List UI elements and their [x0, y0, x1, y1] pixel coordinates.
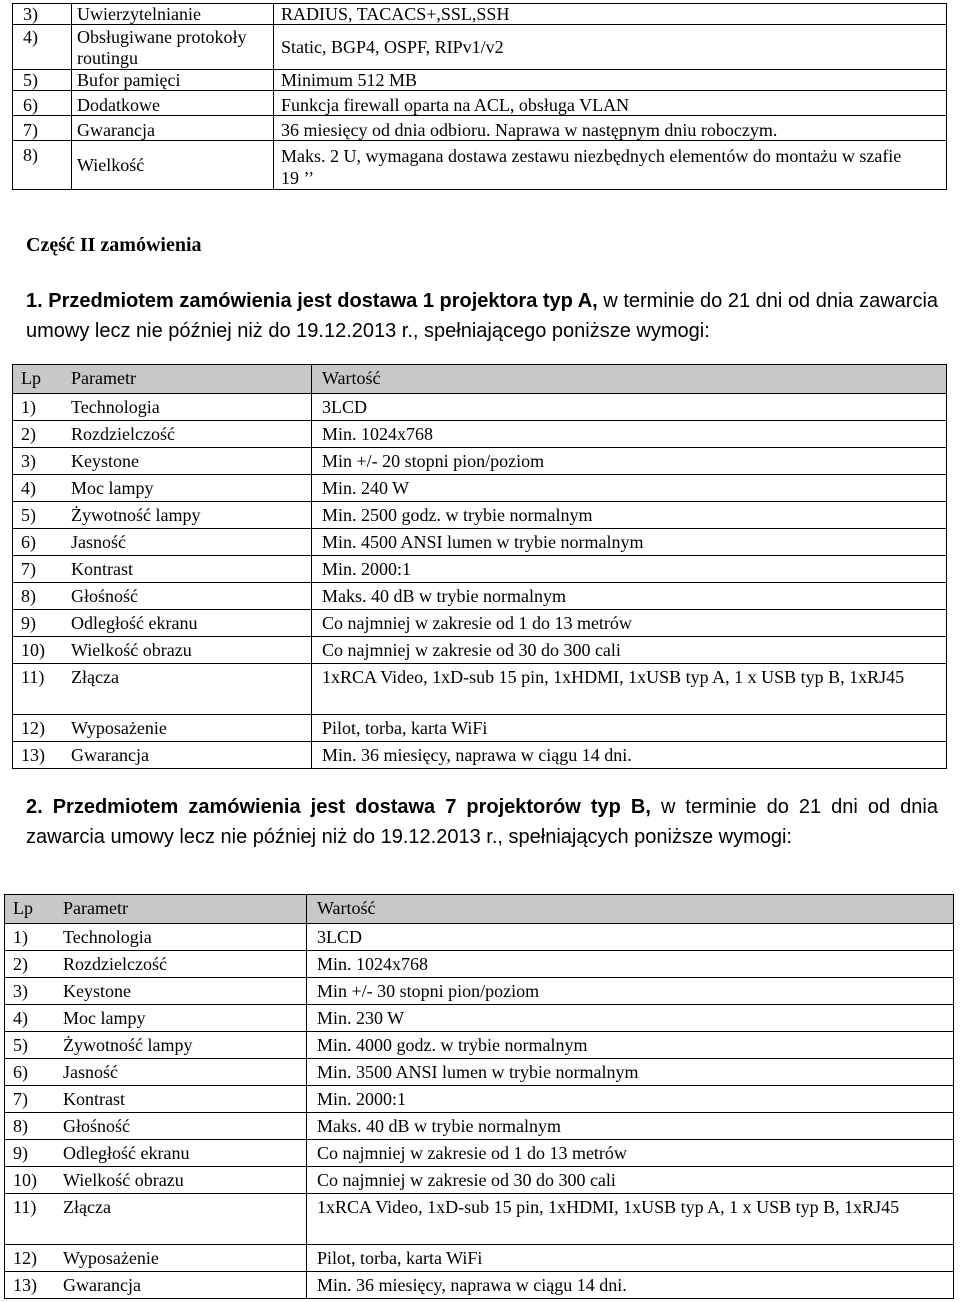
row-number: 7)	[13, 556, 72, 583]
header-parametr: Parametr	[63, 895, 307, 924]
intro-tail: , spełniającego poniższe wymogi:	[412, 320, 710, 342]
row-number: 6)	[13, 91, 72, 116]
row-parameter: Kontrast	[63, 1086, 307, 1113]
row-number: 1)	[13, 394, 72, 421]
row-value: Min. 4000 godz. w trybie normalnym	[307, 1032, 954, 1059]
table-row	[5, 1194, 954, 1245]
table-row	[13, 502, 947, 529]
row-parameter: Rozdzielczość	[63, 951, 307, 978]
row-value: Co najmniej w zakresie od 1 do 13 metrów	[307, 1140, 954, 1167]
row-parameter: Keystone	[63, 978, 307, 1005]
row-value: Pilot, torba, karta WiFi	[312, 715, 947, 742]
row-parameter: Odległość ekranu	[71, 610, 312, 637]
row-parameter: Gwarancja	[72, 116, 274, 141]
table-row	[13, 637, 947, 664]
row-number: 9)	[5, 1140, 64, 1167]
table-row	[13, 421, 947, 448]
row-value: Maks. 2 U, wymagana dostawa zestawu niezbędnych elementów do montażu w szafie 19 ’’	[274, 141, 947, 190]
intro-lead: 1. Przedmiotem zamówienia jest dostawa 1 projektora typ A,	[26, 290, 598, 312]
table-row	[13, 70, 947, 91]
row-number: 13)	[13, 742, 72, 769]
row-value: 1xRCA Video, 1xD-sub 15 pin, 1xHDMI, 1xUSB typ A, 1 x USB typ B, 1xRJ45	[307, 1194, 954, 1245]
table-row	[13, 742, 947, 769]
row-number: 4)	[5, 1005, 64, 1032]
row-number: 5)	[13, 502, 72, 529]
row-value: 3LCD	[312, 394, 947, 421]
row-value: Min. 2500 godz. w trybie normalnym	[312, 502, 947, 529]
row-number: 8)	[13, 583, 72, 610]
table-row	[5, 924, 954, 951]
table-row	[5, 1167, 954, 1194]
table-row	[5, 1113, 954, 1140]
table-row	[5, 1245, 954, 1272]
table-row	[13, 25, 947, 70]
row-value: Min. 2000:1	[307, 1086, 954, 1113]
row-value: Co najmniej w zakresie od 30 do 300 cali	[307, 1167, 954, 1194]
row-parameter: Kontrast	[71, 556, 312, 583]
header-lp: Lp	[5, 895, 64, 924]
row-parameter: Rozdzielczość	[71, 421, 312, 448]
row-value: Maks. 40 dB w trybie normalnym	[307, 1113, 954, 1140]
row-parameter: Dodatkowe	[72, 91, 274, 116]
row-value: Funkcja firewall oparta na ACL, obsługa VLAN	[274, 91, 947, 116]
table-row	[5, 1086, 954, 1113]
row-parameter: Wielkość	[72, 141, 274, 190]
row-value: Min. 2000:1	[312, 556, 947, 583]
row-parameter: Gwarancja	[71, 742, 312, 769]
row-parameter: Żywotność lampy	[63, 1032, 307, 1059]
row-parameter: Moc lampy	[71, 475, 312, 502]
row-value: Min. 230 W	[307, 1005, 954, 1032]
table-header-row	[5, 895, 954, 924]
table-row	[5, 1272, 954, 1299]
row-number: 9)	[13, 610, 72, 637]
row-parameter: Wyposażenie	[71, 715, 312, 742]
row-number: 7)	[13, 116, 72, 141]
row-parameter: Keystone	[71, 448, 312, 475]
table-row	[5, 978, 954, 1005]
table-row	[5, 1140, 954, 1167]
row-value: Min. 1024x768	[307, 951, 954, 978]
row-number: 2)	[13, 421, 72, 448]
row-number: 3)	[13, 4, 72, 25]
header-lp: Lp	[13, 365, 72, 394]
row-value: Maks. 40 dB w trybie normalnym	[312, 583, 947, 610]
intro-paragraph-b	[26, 792, 938, 852]
row-value: Min. 1024x768	[312, 421, 947, 448]
row-number: 7)	[5, 1086, 64, 1113]
table-row	[5, 1059, 954, 1086]
row-number: 13)	[5, 1272, 64, 1299]
table-row	[13, 610, 947, 637]
row-number: 8)	[13, 141, 72, 190]
row-parameter: Wyposażenie	[63, 1245, 307, 1272]
row-value: Min. 4500 ANSI lumen w trybie normalnym	[312, 529, 947, 556]
table-row	[5, 951, 954, 978]
table-row	[13, 448, 947, 475]
row-number: 8)	[5, 1113, 64, 1140]
row-value: Min +/- 30 stopni pion/poziom	[307, 978, 954, 1005]
row-parameter: Głośność	[63, 1113, 307, 1140]
table-row	[13, 715, 947, 742]
row-value: Static, BGP4, OSPF, RIPv1/v2	[274, 25, 947, 70]
row-value: Min. 36 miesięcy, naprawa w ciągu 14 dni.	[307, 1272, 954, 1299]
intro-text: w terminie do 21 dni od dnia zawarcia umowy lecz nie później niż do	[26, 290, 939, 342]
row-number: 10)	[13, 637, 72, 664]
row-number: 11)	[5, 1194, 64, 1245]
table-row	[13, 394, 947, 421]
row-number: 11)	[13, 664, 72, 715]
row-number: 3)	[13, 448, 72, 475]
section-heading: Część II zamówienia	[26, 234, 202, 256]
header-wartosc: Wartość	[307, 895, 954, 924]
intro-date: 19.12.2013 r.	[296, 320, 413, 342]
table-row	[5, 1005, 954, 1032]
row-number: 4)	[13, 475, 72, 502]
row-number: 6)	[13, 529, 72, 556]
row-parameter: Odległość ekranu	[63, 1140, 307, 1167]
row-number: 6)	[5, 1059, 64, 1086]
intro-text: w terminie do 21 dni od dnia zawarcia umowy lecz nie później niż do	[26, 796, 938, 848]
row-number: 4)	[13, 25, 72, 70]
row-parameter: Moc lampy	[63, 1005, 307, 1032]
row-number: 5)	[13, 70, 72, 91]
table-row	[13, 91, 947, 116]
row-parameter: Jasność	[63, 1059, 307, 1086]
row-parameter: Złącza	[71, 664, 312, 715]
table-row	[13, 529, 947, 556]
row-number: 3)	[5, 978, 64, 1005]
row-value: Pilot, torba, karta WiFi	[307, 1245, 954, 1272]
table-row	[13, 4, 947, 25]
projector-b-spec-body	[5, 895, 954, 1299]
router-spec-body	[13, 4, 947, 190]
intro-date: 19.12.2013 r.	[380, 826, 498, 848]
row-parameter: Jasność	[71, 529, 312, 556]
row-parameter: Uwierzytelnianie	[72, 4, 274, 25]
row-parameter: Złącza	[63, 1194, 307, 1245]
intro-lead: 2. Przedmiotem zamówienia jest dostawa 7 projektorów typ B,	[26, 796, 651, 818]
row-parameter: Technologia	[63, 924, 307, 951]
row-parameter: Żywotność lampy	[71, 502, 312, 529]
header-parametr: Parametr	[71, 365, 312, 394]
row-value: 1xRCA Video, 1xD-sub 15 pin, 1xHDMI, 1xUSB typ A, 1 x USB typ B, 1xRJ45	[312, 664, 947, 715]
row-number: 12)	[13, 715, 72, 742]
row-value: Min +/- 20 stopni pion/poziom	[312, 448, 947, 475]
projector-a-spec-table	[12, 364, 947, 769]
row-value: Min. 240 W	[312, 475, 947, 502]
row-value: 3LCD	[307, 924, 954, 951]
projector-b-spec-table	[4, 894, 954, 1299]
row-number: 2)	[5, 951, 64, 978]
row-parameter: Obsługiwane protokoły routingu	[72, 25, 274, 70]
header-wartosc: Wartość	[312, 365, 947, 394]
row-number: 1)	[5, 924, 64, 951]
row-value: Minimum 512 MB	[274, 70, 947, 91]
router-spec-table	[12, 3, 947, 190]
row-parameter: Wielkość obrazu	[63, 1167, 307, 1194]
row-value: 36 miesięcy od dnia odbioru. Naprawa w następnym dniu roboczym.	[274, 116, 947, 141]
intro-tail: , spełniających poniższe wymogi:	[497, 826, 792, 848]
table-header-row	[13, 365, 947, 394]
projector-a-spec-body	[13, 365, 947, 769]
row-parameter: Wielkość obrazu	[71, 637, 312, 664]
row-number: 12)	[5, 1245, 64, 1272]
row-value: RADIUS, TACACS+,SSL,SSH	[274, 4, 947, 25]
row-value: Min. 36 miesięcy, naprawa w ciągu 14 dni.	[312, 742, 947, 769]
row-value: Min. 3500 ANSI lumen w trybie normalnym	[307, 1059, 954, 1086]
row-value: Co najmniej w zakresie od 1 do 13 metrów	[312, 610, 947, 637]
row-parameter: Bufor pamięci	[72, 70, 274, 91]
table-row	[5, 1032, 954, 1059]
row-parameter: Technologia	[71, 394, 312, 421]
table-row	[13, 583, 947, 610]
intro-paragraph-a	[26, 286, 938, 346]
table-row	[13, 475, 947, 502]
table-row	[13, 664, 947, 715]
row-parameter: Gwarancja	[63, 1272, 307, 1299]
row-number: 10)	[5, 1167, 64, 1194]
table-row	[13, 141, 947, 190]
row-value: Co najmniej w zakresie od 30 do 300 cali	[312, 637, 947, 664]
table-row	[13, 556, 947, 583]
table-row	[13, 116, 947, 141]
row-number: 5)	[5, 1032, 64, 1059]
row-parameter: Głośność	[71, 583, 312, 610]
